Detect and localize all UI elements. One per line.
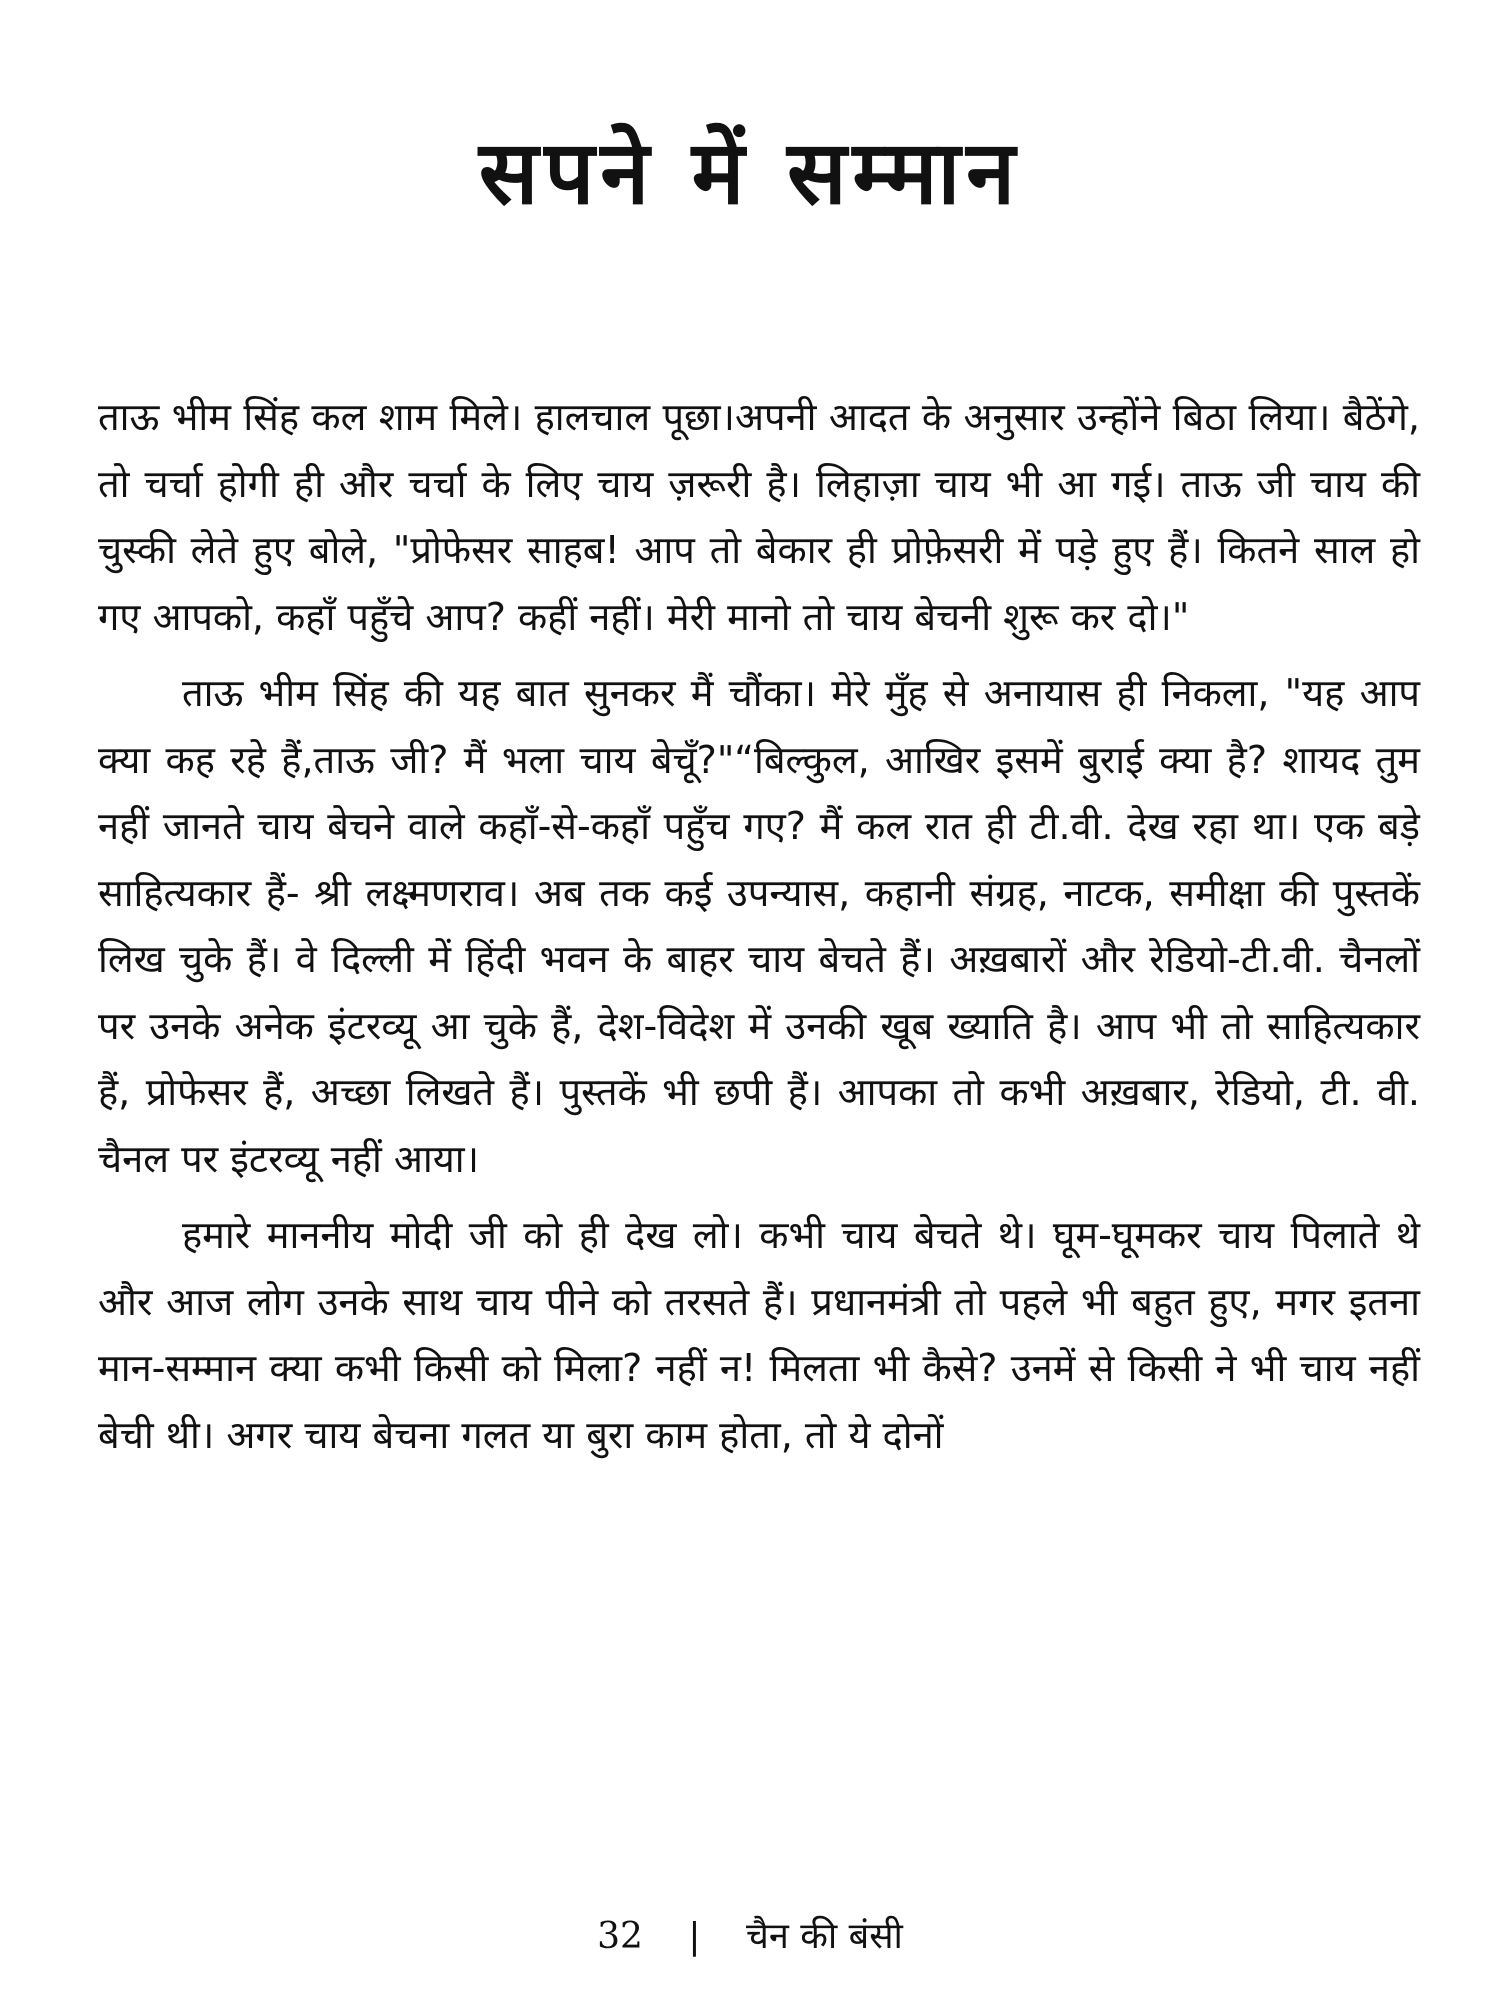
paragraph-1: ताऊ भीम सिंह कल शाम मिले। हालचाल पूछा।अपनी आदत के अनुसार उन्होंने बिठा लिया। बैठेंगे, तो चर्चा होगी ही और चर्चा के लिए चाय ज़रूरी है। लिहाज़ा चाय भी आ गई। ताऊ जी चाय की चुस्की लेते हुए बोले, "प्रोफेसर साहब! आप तो बेकार ही प्रोफ़ेसरी में पड़े हुए हैं। कितने साल हो गए आपको, कहाँ पहुँचे आप? कहीं नहीं। मेरी मानो तो चाय बेचनी शुरू कर दो।" xyxy=(98,395,1420,639)
book-title: चैन की बंसी xyxy=(745,1916,903,1957)
chapter-title: सपने में सम्मान xyxy=(478,121,1022,224)
chapter-body xyxy=(98,384,1420,1478)
page-footer xyxy=(0,1912,1500,1962)
paragraph-2: ताऊ भीम सिंह की यह बात सुनकर मैं चौंका। मेरे मुँह से अनायास ही निकला, "यह आप क्या कह रहे हैं,ताऊ जी? मैं भला चाय बेचूँ?"“बिल्कुल, आखिर इसमें बुराई क्या है? शायद तुम नहीं जानते चाय बेचने वाले कहाँ-से-कहाँ पहुँच गए? मैं कल रात ही टी.वी. देख रहा था। एक बड़े साहित्यकार हैं- श्री लक्ष्मणराव। अब तक कई उपन्यास, कहानी संग्रह, नाटक, समीक्षा की पुस्तकें लिख चुके हैं। वे दिल्ली में हिंदी भवन के बाहर चाय बेचते हैं। अख़बारों और रेडियो-टी.वी. चैनलों पर उनके अनेक इंटरव्यू आ चुके हैं, देश-विदेश में उनकी खूब ख्याति है। आप भी तो साहित्यकार हैं, प्रोफेसर हैं, अच्छा लिखते हैं। पुस्तकें भी छपी हैं। आपका तो कभी अख़बार, रेडियो, टी. वी. चैनल पर इंटरव्यू नहीं आया। xyxy=(98,671,1420,1181)
page-number: 32 xyxy=(597,1916,643,1957)
footer-separator: | xyxy=(688,1916,701,1957)
paragraph-3: हमारे माननीय मोदी जी को ही देख लो। कभी चाय बेचते थे। घूम-घूमकर चाय पिलाते थे और आज लोग उनके साथ चाय पीने को तरसते हैं। प्रधानमंत्री तो पहले भी बहुत हुए, मगर इतना मान-सम्मान क्या कभी किसी को मिला? नहीं न! मिलता भी कैसे? उनमें से किसी ने भी चाय नहीं बेची थी। अगर चाय बेचना गलत या बुरा काम होता, तो ये दोनों xyxy=(98,1213,1420,1457)
